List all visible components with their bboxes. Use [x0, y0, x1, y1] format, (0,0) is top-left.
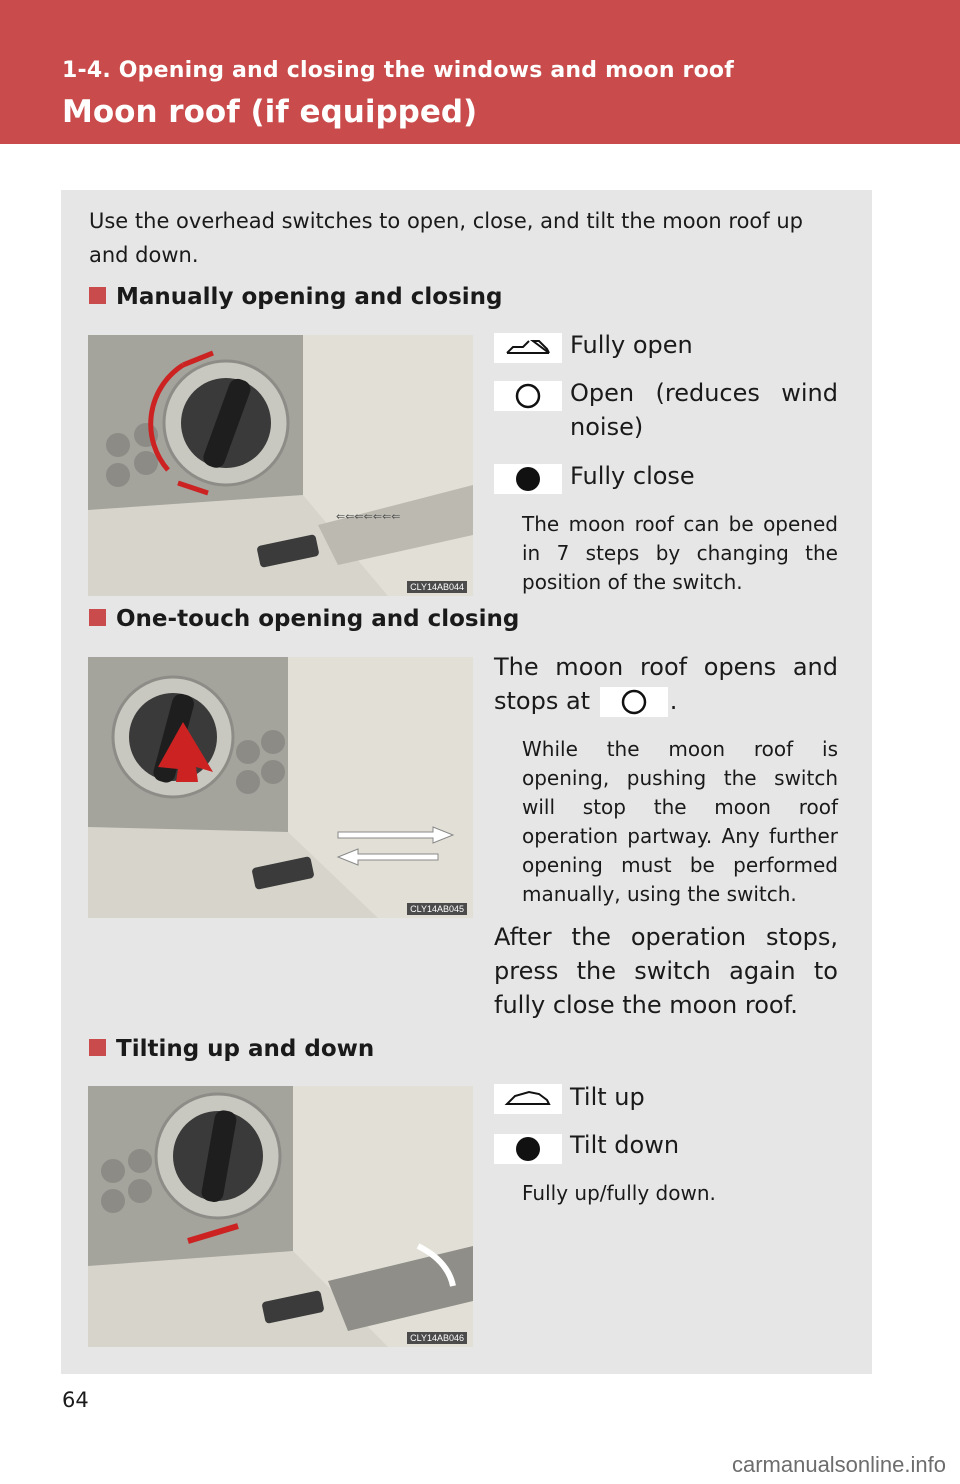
manual-note: The moon roof can be opened in 7 steps by changing the position of the switch. [522, 512, 838, 594]
one-touch-note: While the moon roof is opening, pushing the switch will stop the moon roof operation partway. Any further opening must be performed manually, using the switch. [522, 737, 838, 906]
one-touch-heading: One-touch opening and closing [89, 606, 519, 632]
bullet-square-icon [89, 287, 106, 304]
one-touch-figure [88, 657, 473, 918]
tilt-note: Fully up/fully down. [522, 1181, 716, 1205]
watermark: carmanualsonline.info [731, 1452, 946, 1477]
figure-code: CLY14AB044 [407, 581, 467, 593]
tilt-up-label: Tilt up [570, 1083, 645, 1111]
manual-figure [88, 335, 473, 596]
intro-text: Use the overhead switches to open, close, and tilt the moon roof up and down. [89, 209, 803, 267]
tilt-heading: Tilting up and down [89, 1036, 374, 1062]
fully-close-label: Fully close [570, 462, 695, 490]
tilt-figure [88, 1086, 473, 1347]
open-circle-icon [600, 687, 668, 717]
page-title: Moon roof (if equipped) [62, 94, 478, 130]
figure-code: CLY14AB046 [407, 1332, 467, 1344]
header-band [0, 0, 960, 144]
after-operation-text: After the operation stops, press the switch again to fully close the moon roof. [494, 923, 838, 1019]
manual-heading: Manually opening and closing [89, 284, 503, 310]
svg-text:⇐⇐⇐⇐⇐⇐⇐: ⇐⇐⇐⇐⇐⇐⇐ [336, 510, 401, 523]
car-roof-open-icon [494, 333, 562, 363]
section-title: 1-4. Opening and closing the windows and moon roof [62, 58, 734, 83]
open-reduce-noise-label: Open (reduces wind noise) [570, 379, 838, 441]
filled-circle-icon [494, 464, 562, 494]
open-circle-icon [494, 381, 562, 411]
fully-open-label: Fully open [570, 331, 693, 359]
filled-circle-icon [494, 1134, 562, 1164]
car-tilt-icon [494, 1084, 562, 1114]
figure-code: CLY14AB045 [407, 903, 467, 915]
tilt-down-label: Tilt down [570, 1131, 680, 1159]
page-number: 64 [62, 1388, 89, 1412]
bullet-square-icon [89, 609, 106, 626]
bullet-square-icon [89, 1039, 106, 1056]
one-touch-description: The moon roof opens and stops at . [494, 653, 838, 715]
